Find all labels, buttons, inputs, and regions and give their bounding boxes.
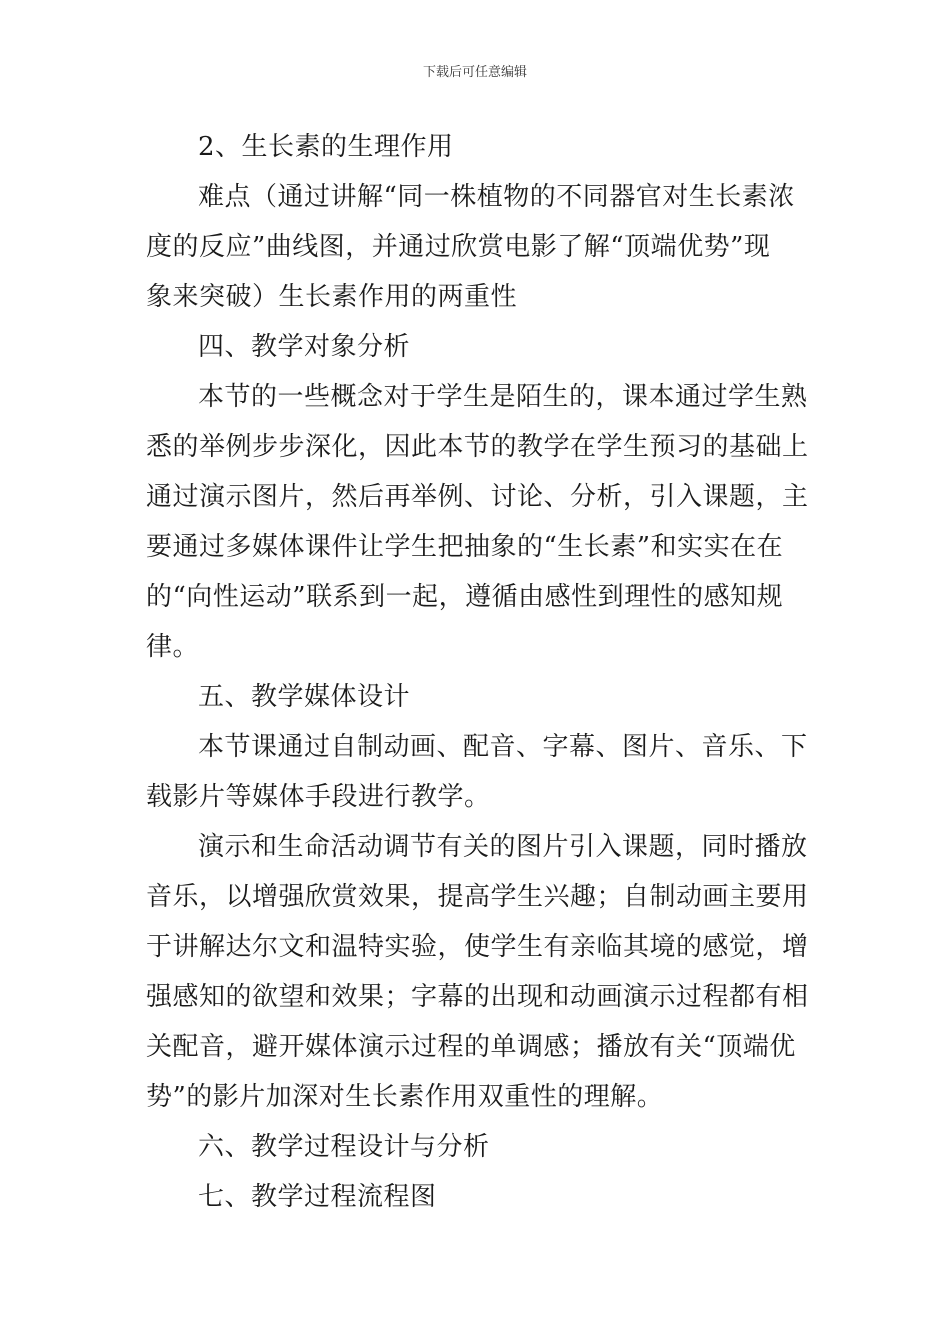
section-heading-7: 七、教学过程流程图: [198, 1182, 437, 1212]
section-heading-4: 四、教学对象分析: [198, 332, 411, 362]
paragraph-line: 关配音，避开媒体演示过程的单调感；播放有关“顶端优: [146, 1032, 796, 1062]
paragraph-line: 于讲解达尔文和温特实验，使学生有亲临其境的感觉，增: [146, 932, 809, 962]
section-heading-growth-hormone-function: 2、生长素的生理作用: [198, 132, 454, 162]
paragraph-line: 难点（通过讲解“同一株植物的不同器官对生长素浓: [198, 182, 795, 212]
paragraph-line: 载影片等媒体手段进行教学。: [146, 782, 491, 812]
section-heading-6: 六、教学过程设计与分析: [198, 1132, 490, 1162]
paragraph-line: 本节课通过自制动画、配音、字幕、图片、音乐、下: [198, 732, 808, 762]
page-header: 下载后可任意编辑: [422, 65, 527, 80]
paragraph-line: 演示和生命活动调节有关的图片引入课题，同时播放: [198, 832, 808, 862]
document-body: [146, 122, 808, 1222]
paragraph-line: 音乐，以增强欣赏效果，提高学生兴趣；自制动画主要用: [146, 882, 809, 912]
paragraph-line: 的“向性运动”联系到一起，遵循由感性到理性的感知规: [146, 582, 784, 612]
paragraph-line: 势”的影片加深对生长素作用双重性的理解。: [146, 1082, 664, 1112]
paragraph-line: 象来突破）生长素作用的两重性: [146, 282, 518, 312]
paragraph-line: 通过演示图片，然后再举例、讨论、分析，引入课题，主: [146, 482, 809, 512]
section-heading-5: 五、教学媒体设计: [198, 682, 411, 712]
paragraph-line: 律。: [146, 632, 200, 662]
paragraph-line: 要通过多媒体课件让学生把抽象的“生长素”和实实在在: [146, 532, 784, 562]
paragraph-line: 悉的举例步步深化，因此本节的教学在学生预习的基础上: [146, 432, 809, 462]
paragraph-line: 强感知的欲望和效果；字幕的出现和动画演示过程都有相: [146, 982, 809, 1012]
paragraph-line: 度的反应”曲线图，并通过欣赏电影了解“顶端优势”现: [146, 232, 771, 262]
paragraph-line: 本节的一些概念对于学生是陌生的，课本通过学生熟: [198, 382, 808, 412]
